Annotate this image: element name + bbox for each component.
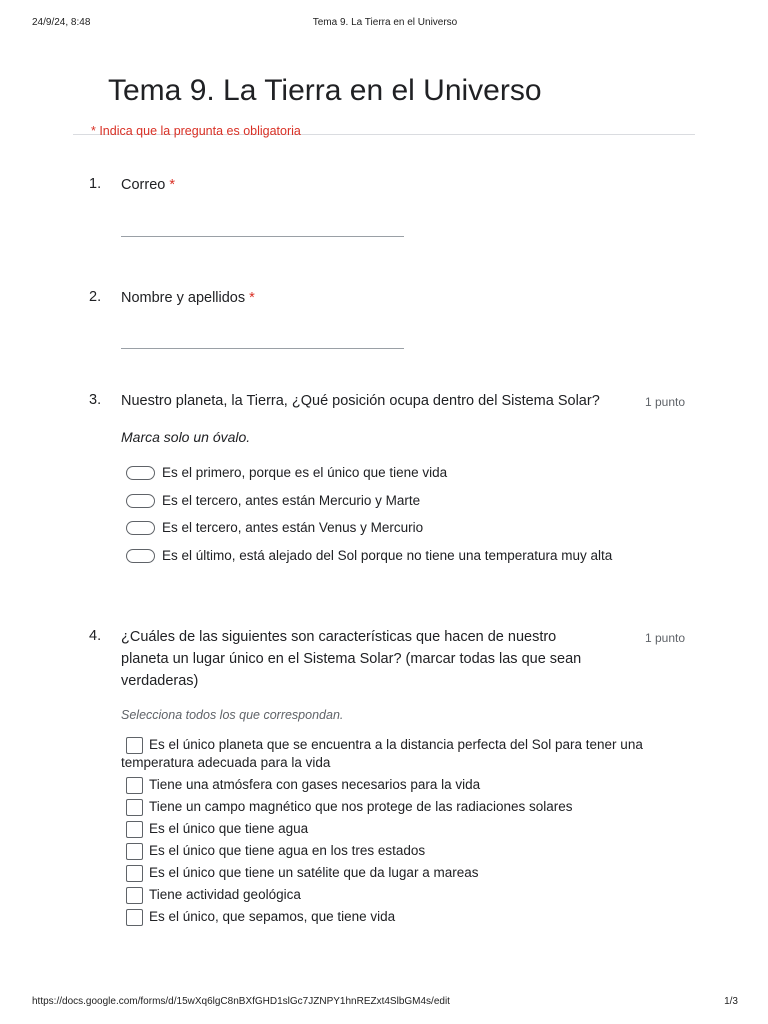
radio-oval[interactable] — [126, 466, 155, 480]
checkbox-option-label-line-2: temperatura adecuada para la vida — [121, 755, 331, 770]
question-4-number: 4. — [89, 628, 102, 644]
radio-option-label: Es el tercero, antes están Mercurio y Marte — [162, 493, 421, 508]
print-title: Tema 9. La Tierra en el Universo — [312, 17, 458, 28]
checkbox-option-4[interactable] — [126, 820, 686, 838]
checkbox[interactable] — [126, 777, 143, 794]
radio-oval[interactable] — [126, 494, 155, 508]
required-star: * — [249, 290, 255, 306]
radio-oval[interactable] — [126, 549, 155, 563]
radio-option-1[interactable] — [126, 464, 686, 484]
checkbox-option-label-line-1: Es el único planeta que se encuentra a la distancia perfecta del Sol para tener una — [149, 737, 643, 752]
checkbox-option-label: Es el único, que sepamos, que tiene vida — [149, 909, 396, 924]
question-4-text — [121, 626, 581, 692]
radio-option-label: Es el primero, porque es el único que tiene vida — [162, 465, 448, 480]
question-4-instruction: Selecciona todos los que correspondan. — [121, 708, 344, 722]
page-number: 1/3 — [724, 996, 738, 1007]
question-2-number: 2. — [89, 289, 102, 305]
question-4-line-1: ¿Cuáles de las siguientes son características que hacen de nuestro — [121, 629, 557, 645]
form-title: Tema 9. La Tierra en el Universo — [108, 74, 542, 107]
checkbox[interactable] — [126, 865, 143, 882]
radio-oval[interactable] — [126, 521, 155, 535]
radio-option-label: Es el último, está alejado del Sol porque no tiene una temperatura muy alta — [162, 548, 613, 563]
checkbox[interactable] — [126, 737, 143, 754]
checkbox-option-label: Es el único que tiene un satélite que da lugar a mareas — [149, 865, 479, 880]
question-3-instruction: Marca solo un óvalo. — [121, 429, 251, 445]
email-answer-line[interactable] — [121, 236, 404, 237]
radio-option-3[interactable] — [126, 519, 686, 539]
question-3-points: 1 punto — [645, 395, 686, 409]
checkbox-option-5[interactable] — [126, 842, 686, 860]
radio-option-4[interactable] — [126, 547, 686, 567]
radio-option-label: Es el tercero, antes están Venus y Mercurio — [162, 520, 424, 535]
checkbox-option-label — [121, 736, 686, 772]
checkbox-option-8[interactable] — [126, 908, 686, 926]
question-2-label: Nombre y apellidos — [121, 290, 246, 306]
checkbox-option-label: Es el único que tiene agua en los tres estados — [149, 843, 426, 858]
required-note: * Indica que la pregunta es obligatoria — [91, 124, 301, 138]
print-footer — [32, 996, 738, 1010]
required-star: * — [169, 177, 176, 193]
checkbox-option-1[interactable] — [121, 736, 686, 772]
question-4-points: 1 punto — [645, 631, 686, 645]
question-1-number: 1. — [89, 176, 102, 192]
question-3-number: 3. — [89, 392, 102, 408]
question-3-text: Nuestro planeta, la Tierra, ¿Qué posición ocupa dentro del Sistema Solar? — [121, 393, 600, 409]
checkbox-option-label: Tiene una atmósfera con gases necesarios para la vida — [149, 777, 481, 792]
question-1-text — [121, 174, 175, 196]
question-4-line-3: verdaderas) — [121, 673, 199, 689]
checkbox[interactable] — [126, 887, 143, 904]
page-url: https://docs.google.com/forms/d/15wXq6lgC8nBXfGHD1slGc7JZNPY1hnREZxt4SlbGM4s/edit — [32, 996, 450, 1007]
name-answer-line[interactable] — [121, 348, 404, 349]
checkbox[interactable] — [126, 843, 143, 860]
checkbox[interactable] — [126, 821, 143, 838]
question-2-text — [121, 287, 255, 309]
checkbox[interactable] — [126, 799, 143, 816]
checkbox-option-3[interactable] — [126, 798, 686, 816]
print-header — [32, 17, 738, 31]
question-1-label: Correo — [121, 177, 166, 193]
radio-option-2[interactable] — [126, 492, 686, 512]
question-4-line-2: planeta un lugar único en el Sistema Solar? (marcar todas las que sean — [121, 651, 582, 667]
checkbox-option-label: Tiene un campo magnético que nos protege de las radiaciones solares — [149, 799, 573, 814]
checkbox-option-7[interactable] — [126, 886, 686, 904]
print-timestamp: 24/9/24, 8:48 — [32, 17, 91, 28]
checkbox-option-label: Es el único que tiene agua — [149, 821, 309, 836]
checkbox-option-6[interactable] — [126, 864, 686, 882]
checkbox-option-2[interactable] — [126, 776, 686, 794]
checkbox[interactable] — [126, 909, 143, 926]
checkbox-option-label: Tiene actividad geológica — [149, 887, 301, 902]
